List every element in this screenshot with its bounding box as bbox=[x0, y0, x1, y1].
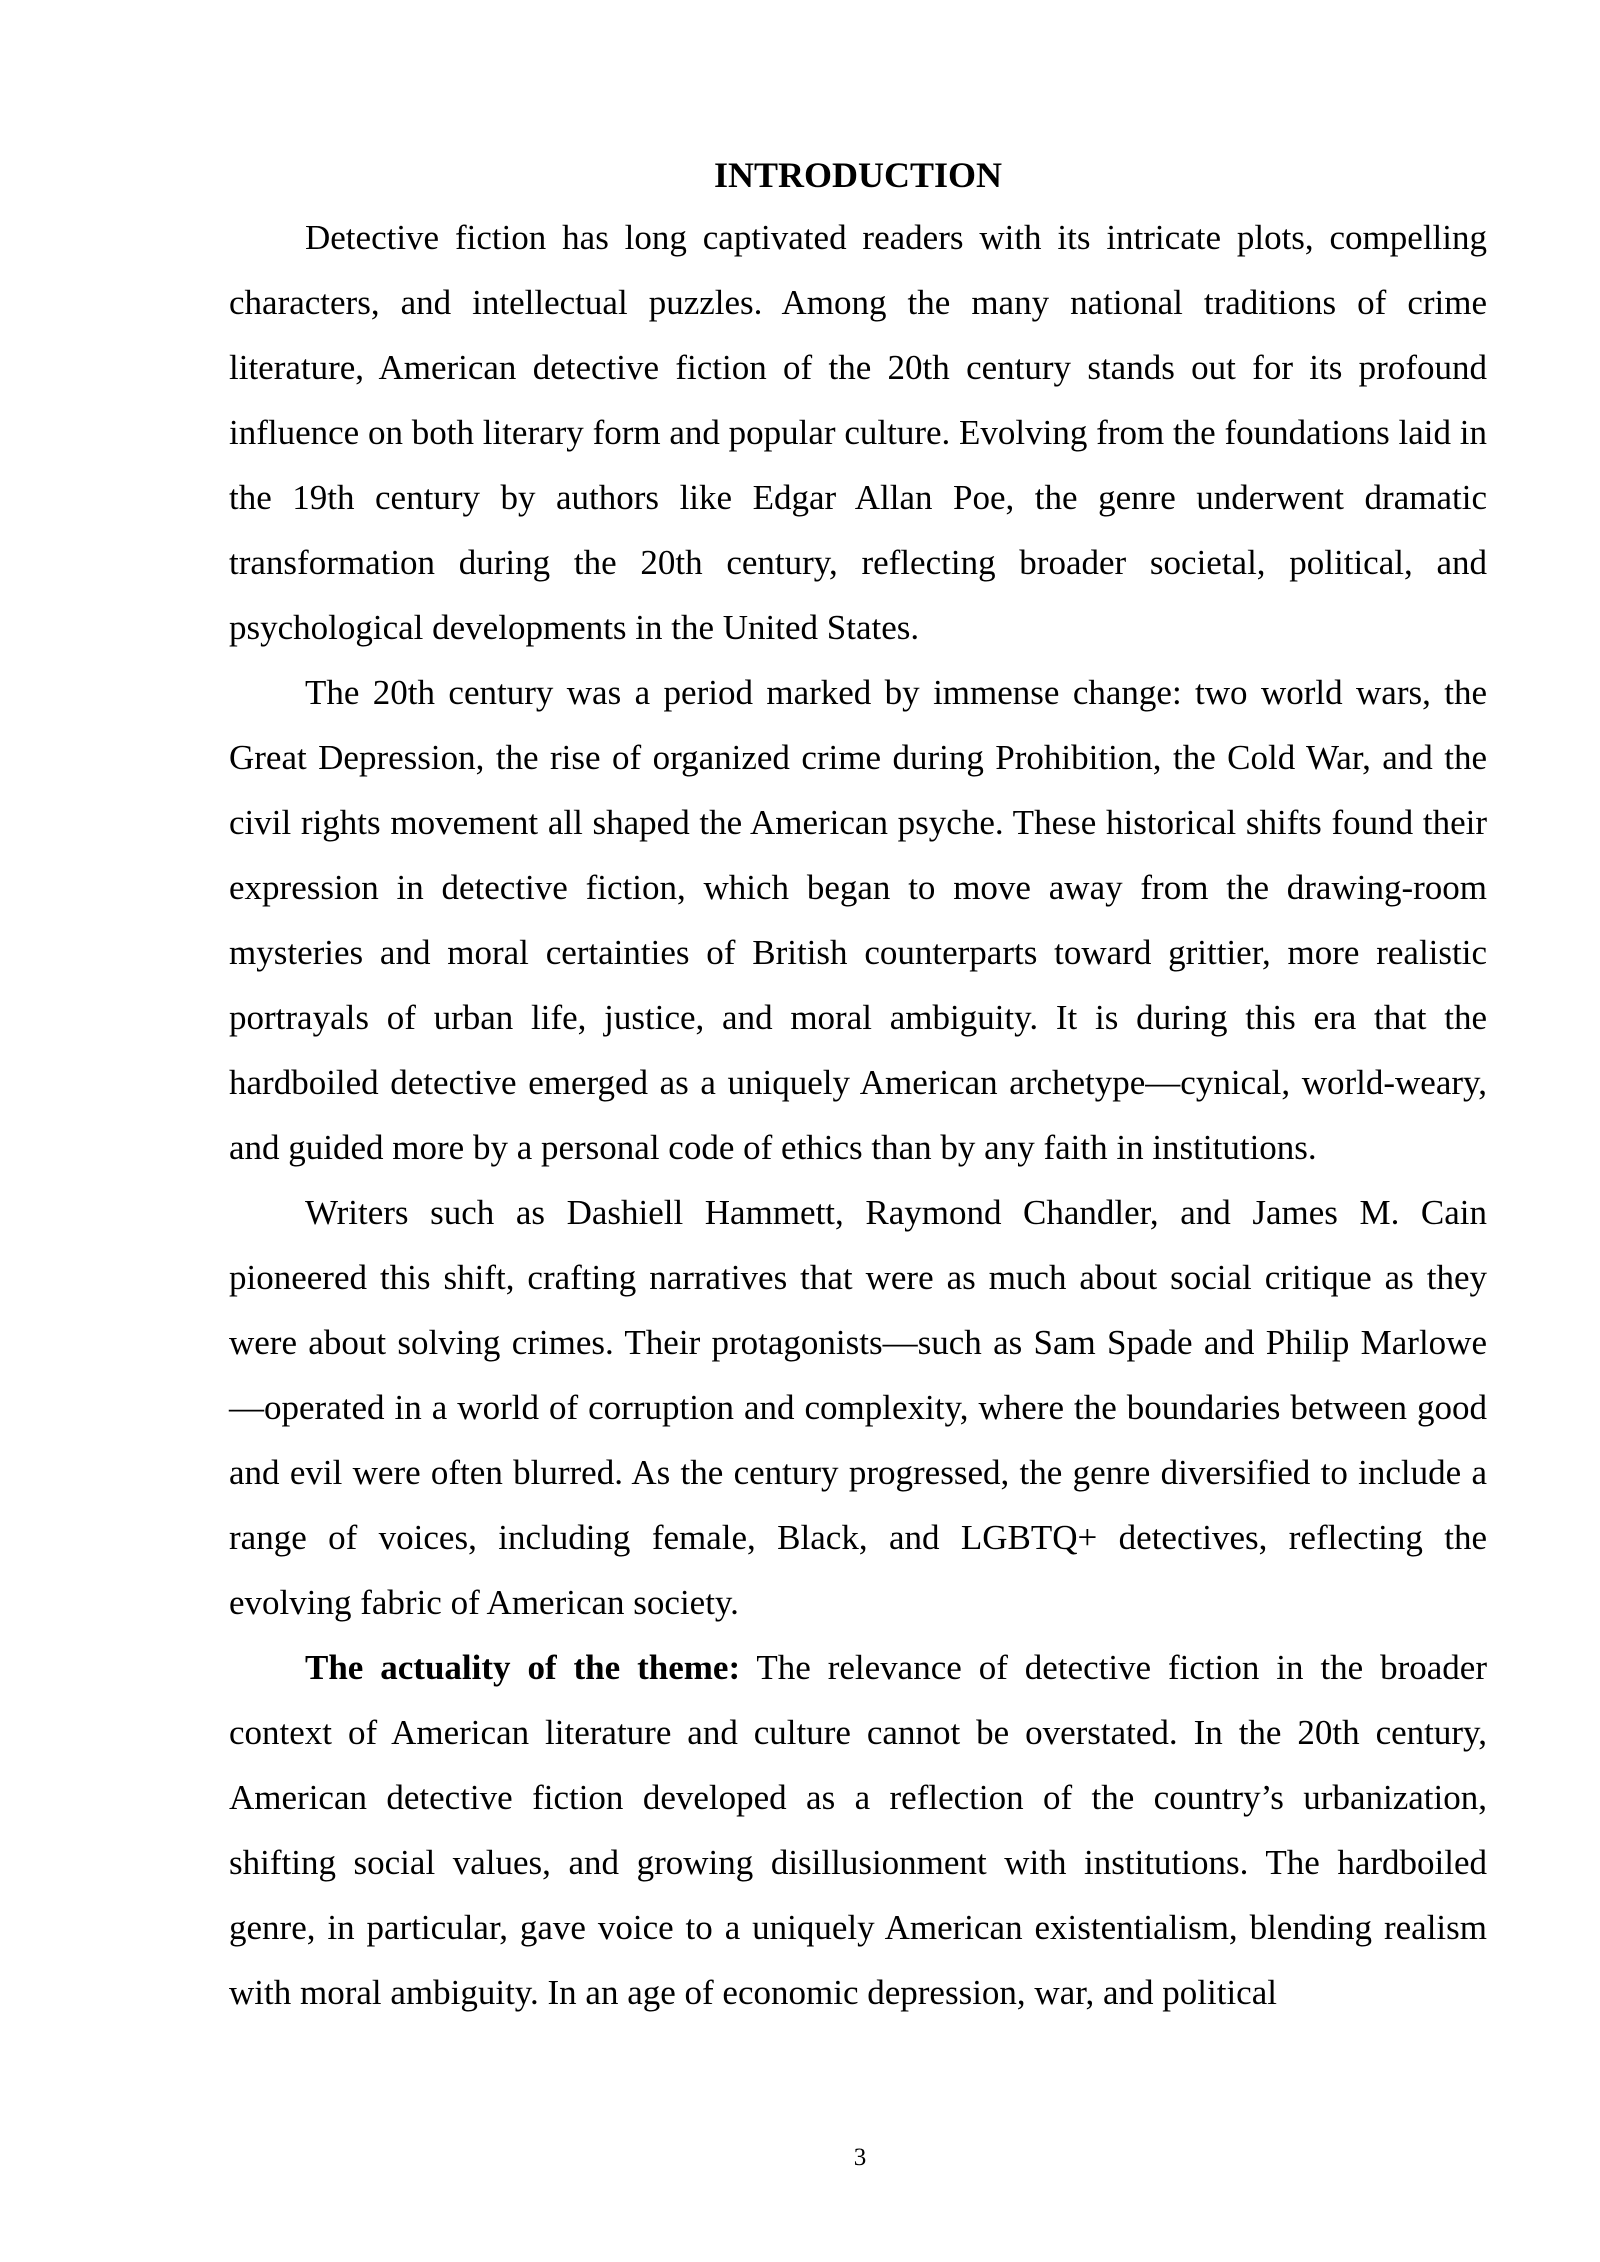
paragraph-actuality bbox=[229, 1635, 1487, 2025]
paragraph-twentieth-century: The 20th century was a period marked by immense change: two world wars, the Great Depression, the rise of organized crime during Prohibition, the Cold War, and the civil rights movement all shaped the American psyche. These historical shifts found their expression in detective fiction, which began to move away from the drawing-room mysteries and moral certainties of British counterparts toward grittier, more realistic portrayals of urban life, justice, and moral ambiguity. It is during this era that the hardboiled detective emerged as a uniquely American archetype—cynical, world-weary, and guided more by a personal code of ethics than by any faith in institutions. bbox=[229, 673, 1487, 1167]
paragraph-intro: Detective fiction has long captivated readers with its intricate plots, compelling characters, and intellectual puzzles. Among the many national traditions of crime literature, American detective fiction of the 20th century stands out for its profound influence on both literary form and popular culture. Evolving from the foundations laid in the 19th century by authors like Edgar Allan Poe, the genre underwent dramatic transformation during the 20th century, reflecting broader societal, political, and psychological developments in the United States. bbox=[229, 218, 1487, 647]
page-number: 3 bbox=[853, 2144, 867, 2171]
section-title: INTRODUCTION bbox=[713, 155, 1003, 195]
paragraph-writers: Writers such as Dashiell Hammett, Raymond Chandler, and James M. Cain pioneered this shift, crafting narratives that were as much about social critique as they were about solving crimes. Their protagonists—such as Sam Spade and Philip Marlowe—operated in a world of corruption and complexity, where the boundaries between good and evil were often blurred. As the century progressed, the genre diversified to include a range of voices, including female, Black, and LGBTQ+ detectives, reflecting the evolving fabric of American society. bbox=[229, 1193, 1487, 1622]
actuality-lead: The actuality of the theme: bbox=[305, 1648, 741, 1687]
actuality-text: The relevance of detective fiction in the broader context of American literature and culture cannot be overstated. In the 20th century, American detective fiction developed as a reflection of the country’s urbanization, shifting social values, and growing disillusionment with institutions. The hardboiled genre, in particular, gave voice to a uniquely American existentialism, blending realism with moral ambiguity. In an age of economic depression, war, and political bbox=[229, 1648, 1487, 2012]
page-body bbox=[229, 145, 1487, 2025]
